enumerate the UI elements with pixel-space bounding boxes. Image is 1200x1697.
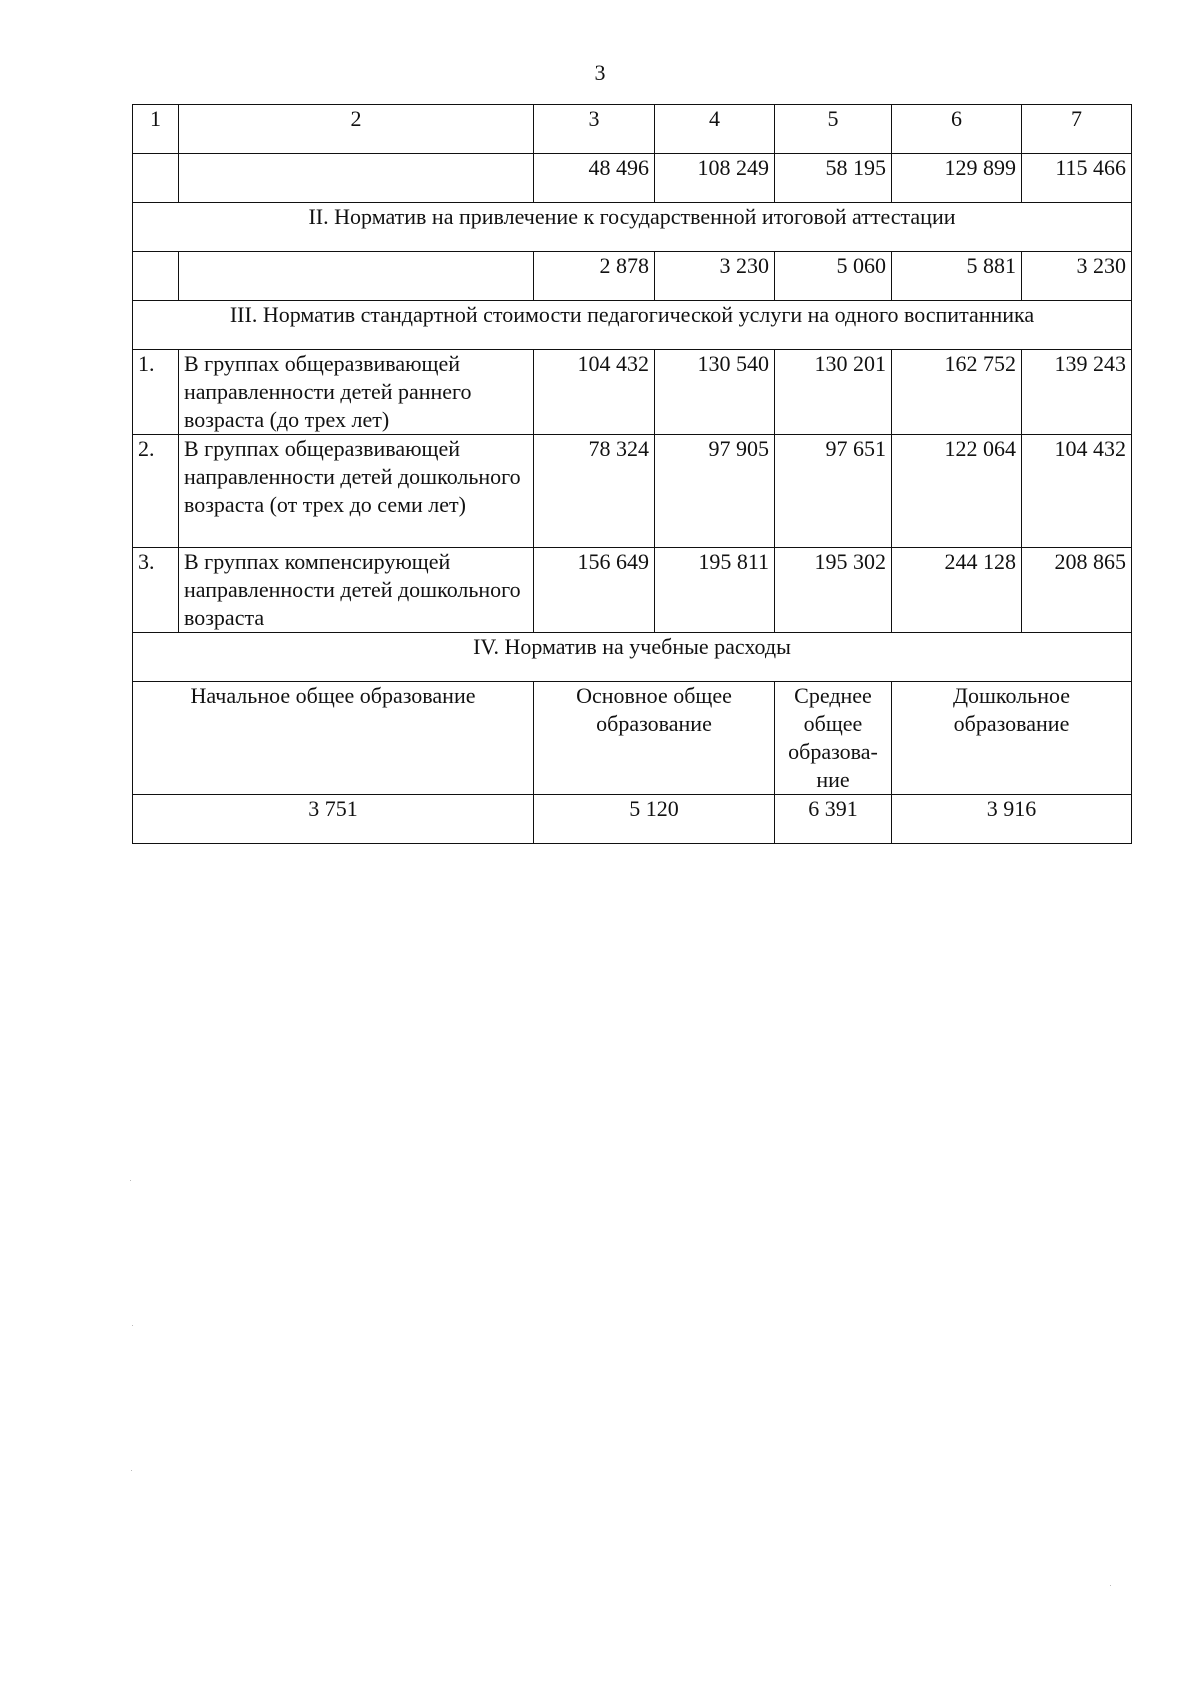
scan-speck — [132, 1325, 133, 1326]
section2-values-row — [133, 252, 1132, 301]
value-cell: 3 751 — [133, 795, 534, 844]
category-cell: Начальное общее образование — [133, 682, 534, 795]
value-cell: 3 230 — [1022, 252, 1132, 301]
value-cell: 115 466 — [1022, 154, 1132, 203]
value-cell: 97 651 — [775, 435, 892, 548]
value-cell: 104 432 — [1022, 435, 1132, 548]
scan-speck — [130, 1180, 131, 1181]
section-title: II. Норматив на привлечение к государственной итоговой аттестации — [133, 203, 1132, 252]
value-cell: 139 243 — [1022, 350, 1132, 435]
continued-values-row — [133, 154, 1132, 203]
value-cell: 6 391 — [775, 795, 892, 844]
value-cell: 195 302 — [775, 548, 892, 633]
empty-cell — [133, 154, 179, 203]
column-number-cell: 4 — [655, 105, 775, 154]
row-number: 2. — [133, 435, 179, 548]
value-cell: 244 128 — [892, 548, 1022, 633]
norms-table — [132, 104, 1132, 844]
row-number: 3. — [133, 548, 179, 633]
value-cell: 97 905 — [655, 435, 775, 548]
value-cell: 3 230 — [655, 252, 775, 301]
empty-cell — [179, 252, 534, 301]
column-number-cell: 7 — [1022, 105, 1132, 154]
column-number-cell: 3 — [534, 105, 655, 154]
category-cell: Основное общее образование — [534, 682, 775, 795]
value-cell: 104 432 — [534, 350, 655, 435]
column-number-row — [133, 105, 1132, 154]
table-row — [133, 548, 1132, 633]
row-description: В группах общеразвивающей направленности детей раннего возраста (до трех лет) — [179, 350, 534, 435]
value-cell: 130 540 — [655, 350, 775, 435]
value-cell: 5 120 — [534, 795, 775, 844]
section3-title-row — [133, 301, 1132, 350]
table-row — [133, 435, 1132, 548]
category-cell: Дошкольное образование — [892, 682, 1132, 795]
section4-values-row — [133, 795, 1132, 844]
value-cell: 48 496 — [534, 154, 655, 203]
value-cell: 195 811 — [655, 548, 775, 633]
column-number-cell: 5 — [775, 105, 892, 154]
value-cell: 5 881 — [892, 252, 1022, 301]
page-number: 3 — [594, 60, 606, 85]
scan-speck — [131, 1470, 132, 1471]
section2-title-row — [133, 203, 1132, 252]
value-cell: 156 649 — [534, 548, 655, 633]
section-title: III. Норматив стандартной стоимости педагогической услуги на одного воспитанника — [133, 301, 1132, 350]
column-number-cell: 1 — [133, 105, 179, 154]
value-cell: 130 201 — [775, 350, 892, 435]
value-cell: 2 878 — [534, 252, 655, 301]
value-cell: 122 064 — [892, 435, 1022, 548]
section4-title-row — [133, 633, 1132, 682]
column-number-cell: 2 — [179, 105, 534, 154]
value-cell: 3 916 — [892, 795, 1132, 844]
value-cell: 5 060 — [775, 252, 892, 301]
empty-cell — [133, 252, 179, 301]
row-description: В группах общеразвивающей направленности детей дошкольного возраста (от трех до семи лет) — [179, 435, 534, 548]
section-title: IV. Норматив на учебные расходы — [133, 633, 1132, 682]
scan-speck — [1110, 1585, 1111, 1586]
value-cell: 129 899 — [892, 154, 1022, 203]
section4-category-row — [133, 682, 1132, 795]
row-description: В группах компенсирующей направленности детей дошкольного возраста — [179, 548, 534, 633]
empty-cell — [179, 154, 534, 203]
value-cell: 78 324 — [534, 435, 655, 548]
column-number-cell: 6 — [892, 105, 1022, 154]
value-cell: 108 249 — [655, 154, 775, 203]
table-row — [133, 350, 1132, 435]
value-cell: 58 195 — [775, 154, 892, 203]
category-cell: Среднее общее образова-ние — [775, 682, 892, 795]
row-number: 1. — [133, 350, 179, 435]
value-cell: 208 865 — [1022, 548, 1132, 633]
value-cell: 162 752 — [892, 350, 1022, 435]
